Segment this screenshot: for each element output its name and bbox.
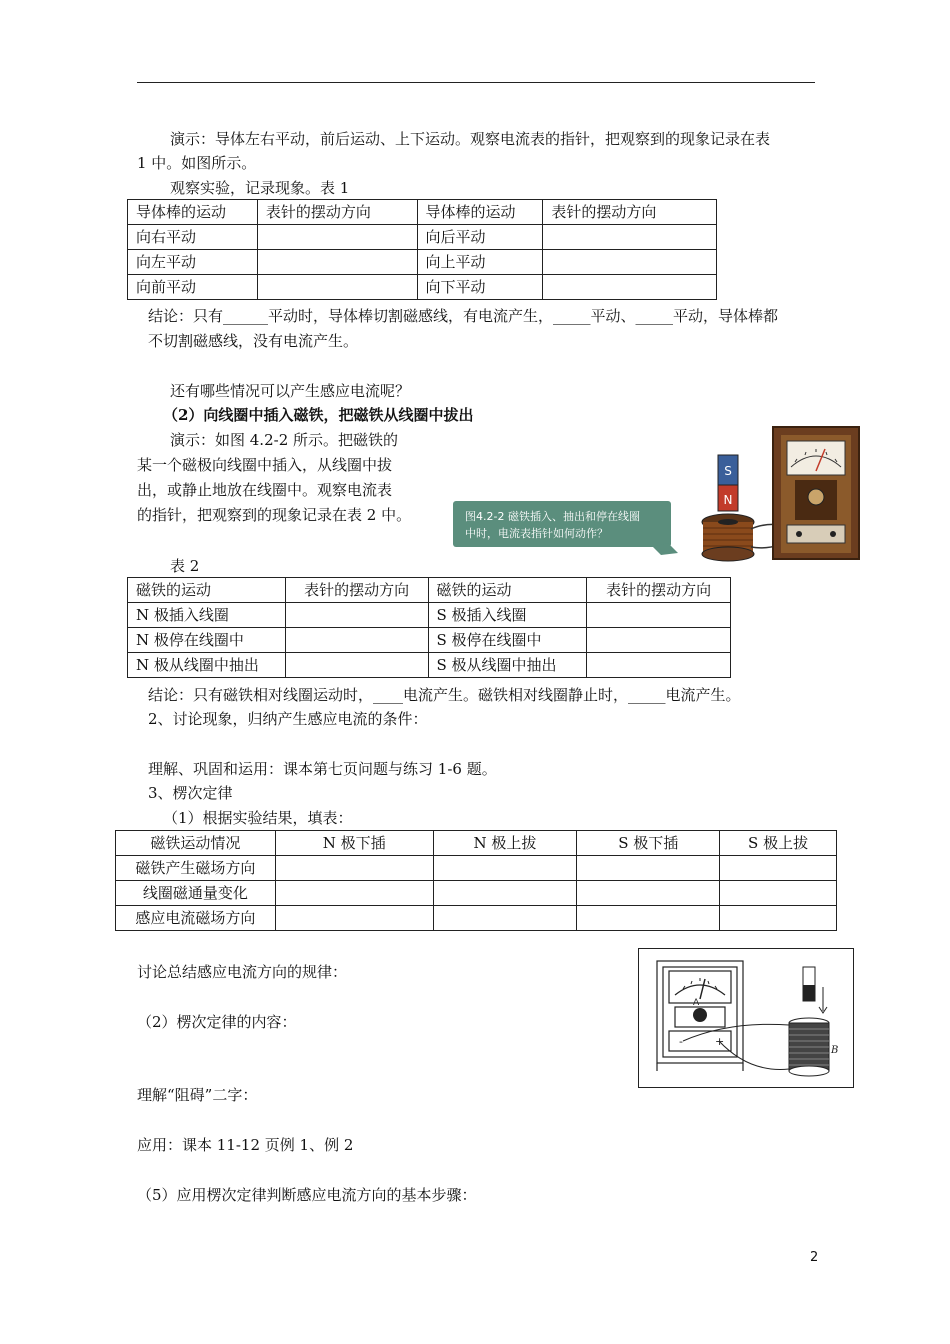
- table-row: [116, 881, 837, 906]
- figure-caption-box: [453, 501, 678, 555]
- table-row: [128, 603, 731, 628]
- steps-line: （5）应用楞次定律判断感应电流方向的基本步骤：: [137, 1186, 477, 1204]
- table-cell: [720, 881, 837, 906]
- coil: [702, 514, 754, 561]
- table-cell: [587, 628, 731, 653]
- header-rule: [137, 82, 815, 83]
- table-cell: 向前平动: [128, 275, 258, 300]
- table-row: [128, 250, 717, 275]
- understanding-line: 理解、巩固和运用：课本第七页问题与练习 1-6 题。: [148, 760, 497, 778]
- table-cell: [285, 603, 428, 628]
- table-cell: [577, 906, 720, 931]
- demo2-line: 演示：如图 4.2-2 所示。把磁铁的: [170, 431, 399, 449]
- hinder-line: 理解“阻碍”二字：: [137, 1086, 258, 1104]
- table-cell: [257, 225, 417, 250]
- table-cell: [433, 856, 577, 881]
- table-cell: [257, 275, 417, 300]
- table-row: [116, 906, 837, 931]
- demo2-line: 某一个磁极向线圈中插入，从线圈中拔: [137, 456, 393, 474]
- table2-caption: 表 2: [170, 557, 200, 575]
- table-cell: 线圈磁通量变化: [116, 881, 276, 906]
- coil-b: [789, 1018, 829, 1076]
- table1-caption: 观察实验，记录现象。表 1: [170, 179, 350, 197]
- table-cell: S 极插入线圈: [428, 603, 587, 628]
- table-cell: [543, 275, 717, 300]
- table-row: [128, 653, 731, 678]
- table1: [127, 199, 717, 300]
- table-header-cell: 导体棒的运动: [417, 200, 543, 225]
- item2-heading: 2、讨论现象，归纳产生感应电流的条件：: [148, 710, 428, 728]
- conclusion2: 结论：只有磁铁相对线圈运动时，____电流产生。磁铁相对线圈静止时，_____电流产生。: [148, 686, 741, 704]
- table-cell: 向上平动: [417, 250, 543, 275]
- table-cell: 向右平动: [128, 225, 258, 250]
- table-header-row: [128, 200, 717, 225]
- table-row: [128, 225, 717, 250]
- item3-heading: 3、楞次定律: [148, 784, 233, 802]
- label-a: A: [693, 998, 700, 1008]
- label-b: B: [831, 1045, 839, 1056]
- table-header-cell: S 极上拔: [720, 831, 837, 856]
- conclusion1-line1: 结论：只有______平动时，导体棒切割磁感线，有电流产生，_____平动、_____平动，导体棒都: [148, 307, 779, 325]
- lenz-content-line: （2）楞次定律的内容：: [137, 1013, 297, 1031]
- table-header-cell: 磁铁的运动: [128, 578, 286, 603]
- table-header-cell: 表针的摆动方向: [543, 200, 717, 225]
- table-cell: S 极从线圈中抽出: [428, 653, 587, 678]
- table-cell: [720, 906, 837, 931]
- table-cell: 磁铁产生磁场方向: [116, 856, 276, 881]
- table-cell: 向下平动: [417, 275, 543, 300]
- bar-magnet: [718, 455, 738, 511]
- galvanometer: [773, 427, 859, 559]
- terminal-minus: -: [679, 1035, 683, 1048]
- table-cell: 感应电流磁场方向: [116, 906, 276, 931]
- question-line: 还有哪些情况可以产生感应电流呢？: [170, 382, 411, 400]
- table-cell: [543, 250, 717, 275]
- table-header-cell: 表针的摆动方向: [257, 200, 417, 225]
- figure-galvanometer-magnet-coil: [453, 425, 863, 562]
- table-cell: [257, 250, 417, 275]
- table-cell: [587, 603, 731, 628]
- meter-coil: [693, 1008, 707, 1022]
- page-number: 2: [810, 1250, 819, 1265]
- table-cell: [433, 906, 577, 931]
- table-cell: N 极从线圈中抽出: [128, 653, 286, 678]
- figure-caption-line1: 图4.2-2 磁铁插入、抽出和停在线圈: [465, 510, 640, 523]
- table-cell: [285, 628, 428, 653]
- demo-paragraph-line2: 1 中。如图所示。: [137, 154, 257, 172]
- conclusion1-line2: 不切割磁感线，没有电流产生。: [148, 332, 359, 350]
- table-cell: [275, 881, 433, 906]
- figure-caption-line2: 中时，电流表指针如何动作？: [465, 527, 608, 540]
- table-cell: N 极插入线圈: [128, 603, 286, 628]
- table-header-cell: 导体棒的运动: [128, 200, 258, 225]
- demo2-line: 出，或静止地放在线圈中。观察电流表: [137, 481, 393, 499]
- table-header-cell: 磁铁的运动: [428, 578, 587, 603]
- table3: [115, 830, 837, 931]
- magnet-s-label: S: [724, 464, 732, 478]
- table-cell: 向左平动: [128, 250, 258, 275]
- magnet-n-label: N: [723, 493, 733, 507]
- meter-ticks: [683, 978, 717, 999]
- table-cell: [720, 856, 837, 881]
- discuss-rule-line: 讨论总结感应电流方向的规律：: [137, 963, 348, 981]
- table2: [127, 577, 731, 678]
- table-row: [128, 275, 717, 300]
- table-cell: [543, 225, 717, 250]
- table-cell: 向后平动: [417, 225, 543, 250]
- table-cell: [275, 856, 433, 881]
- application-line: 应用：课本 11-12 页例 1、例 2: [137, 1136, 354, 1154]
- table-header-cell: N 极下插: [275, 831, 433, 856]
- table-cell: [433, 881, 577, 906]
- demo2-line: 的指针，把观察到的现象记录在表 2 中。: [137, 506, 412, 524]
- table-cell: N 极停在线圈中: [128, 628, 286, 653]
- terminal-plus: +: [715, 1035, 725, 1048]
- table-cell: [285, 653, 428, 678]
- table-header-row: [128, 578, 731, 603]
- table-row: [116, 856, 837, 881]
- item3-1-line: （1）根据实验结果，填表：: [163, 809, 353, 827]
- table-header-row: [116, 831, 837, 856]
- demo-paragraph-line1: 演示：导体左右平动，前后运动、上下运动。观察电流表的指针，把观察到的现象记录在表: [170, 130, 771, 148]
- table-cell: S 极停在线圈中: [428, 628, 587, 653]
- magnet: [803, 967, 827, 1013]
- table-header-cell: 表针的摆动方向: [587, 578, 731, 603]
- table-header-cell: 表针的摆动方向: [285, 578, 428, 603]
- table-cell: [587, 653, 731, 678]
- table-header-cell: 磁铁运动情况: [116, 831, 276, 856]
- table-header-cell: S 极下插: [577, 831, 720, 856]
- table-cell: [577, 856, 720, 881]
- figure-lenz-diagram: [638, 948, 854, 1088]
- table-header-cell: N 极上拔: [433, 831, 577, 856]
- table-row: [128, 628, 731, 653]
- section2-heading: （2）向线圈中插入磁铁，把磁铁从线圈中拔出: [163, 406, 474, 424]
- table-cell: [577, 881, 720, 906]
- table-cell: [275, 906, 433, 931]
